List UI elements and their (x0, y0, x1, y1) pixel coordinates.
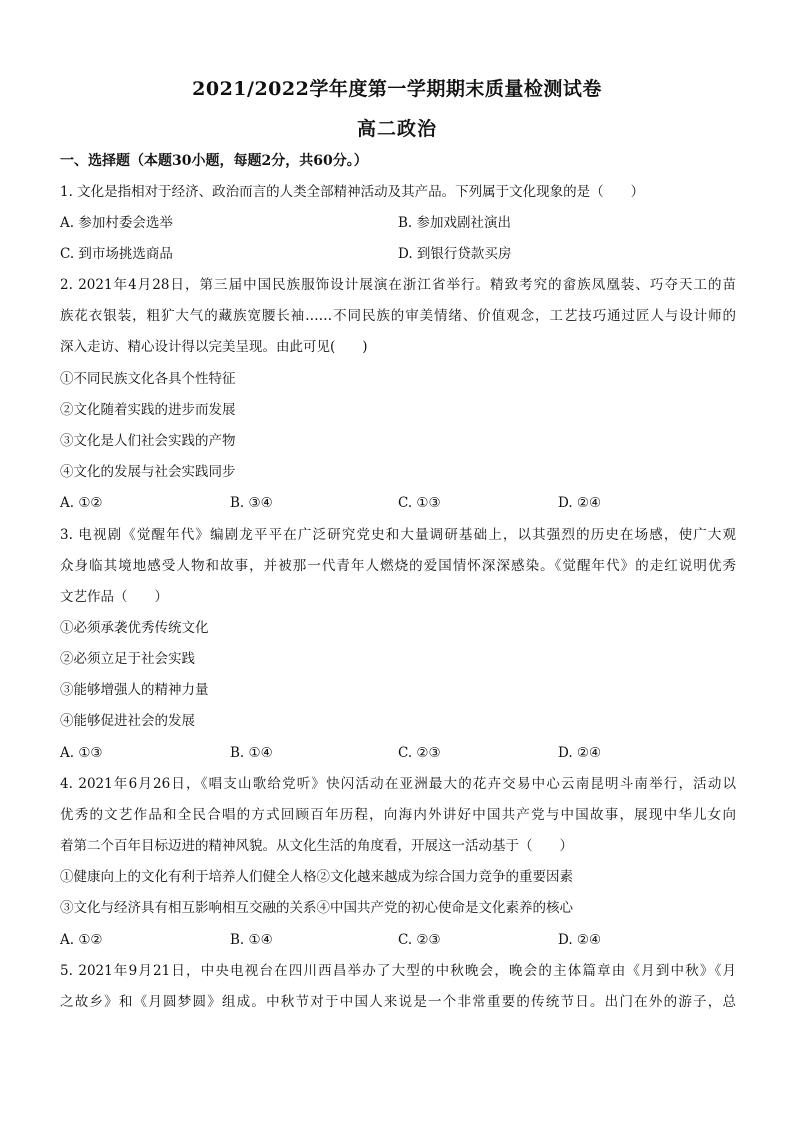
exam-subject: 高二政治 (356, 118, 437, 140)
q4-stem-line: 优秀的文艺作品和全民合唱的方式回顾百年历程，向海内外讲好中国共产党与中国故事，展现中华儿女向 (60, 807, 736, 823)
q5-stem-line: 之故乡》和《月圆梦圆》组成。中秋节对于中国人来说是一个非常重要的传统节日。出门在外的游子，总 (60, 994, 736, 1010)
q4-stem-line: 着第二个百年目标迈进的精神风貌。从文化生活的角度看，开展这一活动基于（ ） (60, 838, 573, 854)
q1-option-d: D. 到银行贷款买房 (398, 246, 512, 262)
q2-statement: ③文化是人们社会实践的产物 (60, 433, 236, 449)
q4-option-a: A. ①② (60, 932, 103, 948)
q4-statement: ③文化与经济具有相互影响相互交融的关系④中国共产党的初心使命是文化素养的核心 (60, 900, 573, 916)
q4-option-d: D. ②④ (558, 932, 602, 948)
q2-statement: ④文化的发展与社会实践同步 (60, 464, 236, 480)
section-heading: 一、选择题（本题30小题，每题2分，共60分。） (60, 153, 368, 169)
q3-option-d: D. ②④ (558, 745, 602, 761)
q2-option-d: D. ②④ (558, 495, 602, 511)
q2-stem-line: 族花衣银装，粗犷大气的藏族宽腰长袖……不同民族的审美情绪、价值观念，工艺技巧通过匠人与设计师的 (60, 308, 736, 324)
q2-statement: ②文化随着实践的进步而发展 (60, 402, 236, 418)
q1-option-c: C. 到市场挑选商品 (60, 246, 173, 262)
q4-stem-line: 4. 2021年6月26日，《唱支山歌给党听》快闪活动在亚洲最大的花卉交易中心云南昆明斗南举行，活动以 (60, 776, 736, 792)
q3-stem-line: 众身临其境地感受人物和故事，并被那一代青年人燃烧的爱国情怀深深感染。《觉醒年代》的走红说明优秀 (60, 558, 736, 574)
q2-option-c: C. ①③ (398, 495, 441, 511)
q2-option-b: B. ③④ (230, 495, 273, 511)
q3-option-b: B. ①④ (230, 745, 273, 761)
q2-stem-line: 2. 2021年4月28日，第三届中国民族服饰设计展演在浙江省举行。精致考究的畲族凤凰装、巧夺天工的苗 (60, 277, 736, 293)
q5-stem-line: 5. 2021年9月21日，中央电视台在四川西昌举办了大型的中秋晚会，晚会的主体篇章由《月到中秋》《月 (60, 963, 736, 979)
q3-statement: ④能够促进社会的发展 (60, 713, 195, 729)
exam-title: 2021/2022学年度第一学期期末质量检测试卷 (192, 78, 602, 100)
q3-option-a: A. ①③ (60, 745, 103, 761)
q1-option-b: B. 参加戏剧社演出 (398, 215, 512, 231)
q2-statement: ①不同民族文化各具个性特征 (60, 371, 236, 387)
q2-option-a: A. ①② (60, 495, 103, 511)
q4-option-c: C. ②③ (398, 932, 441, 948)
q1-option-a: A. 参加村委会选举 (60, 215, 173, 231)
q2-stem-line: 深入走访、精心设计得以完美呈现。由此可见( ) (60, 339, 368, 355)
q3-option-c: C. ②③ (398, 745, 441, 761)
q3-stem-line: 文艺作品（ ） (60, 589, 168, 605)
q3-statement: ①必须承袭优秀传统文化 (60, 620, 209, 636)
q4-statement: ①健康向上的文化有利于培养人们健全人格②文化越来越成为综合国力竞争的重要因素 (60, 869, 573, 885)
q1-stem: 1. 文化是指相对于经济、政治而言的人类全部精神活动及其产品。下列属于文化现象的是（ ） (60, 184, 645, 200)
q3-statement: ③能够增强人的精神力量 (60, 682, 209, 698)
q3-stem-line: 3. 电视剧《觉醒年代》编剧龙平平在广泛研究党史和大量调研基础上，以其强烈的历史在场感，使广大观 (60, 527, 736, 543)
q3-statement: ②必须立足于社会实践 (60, 651, 195, 667)
q4-option-b: B. ①④ (230, 932, 273, 948)
